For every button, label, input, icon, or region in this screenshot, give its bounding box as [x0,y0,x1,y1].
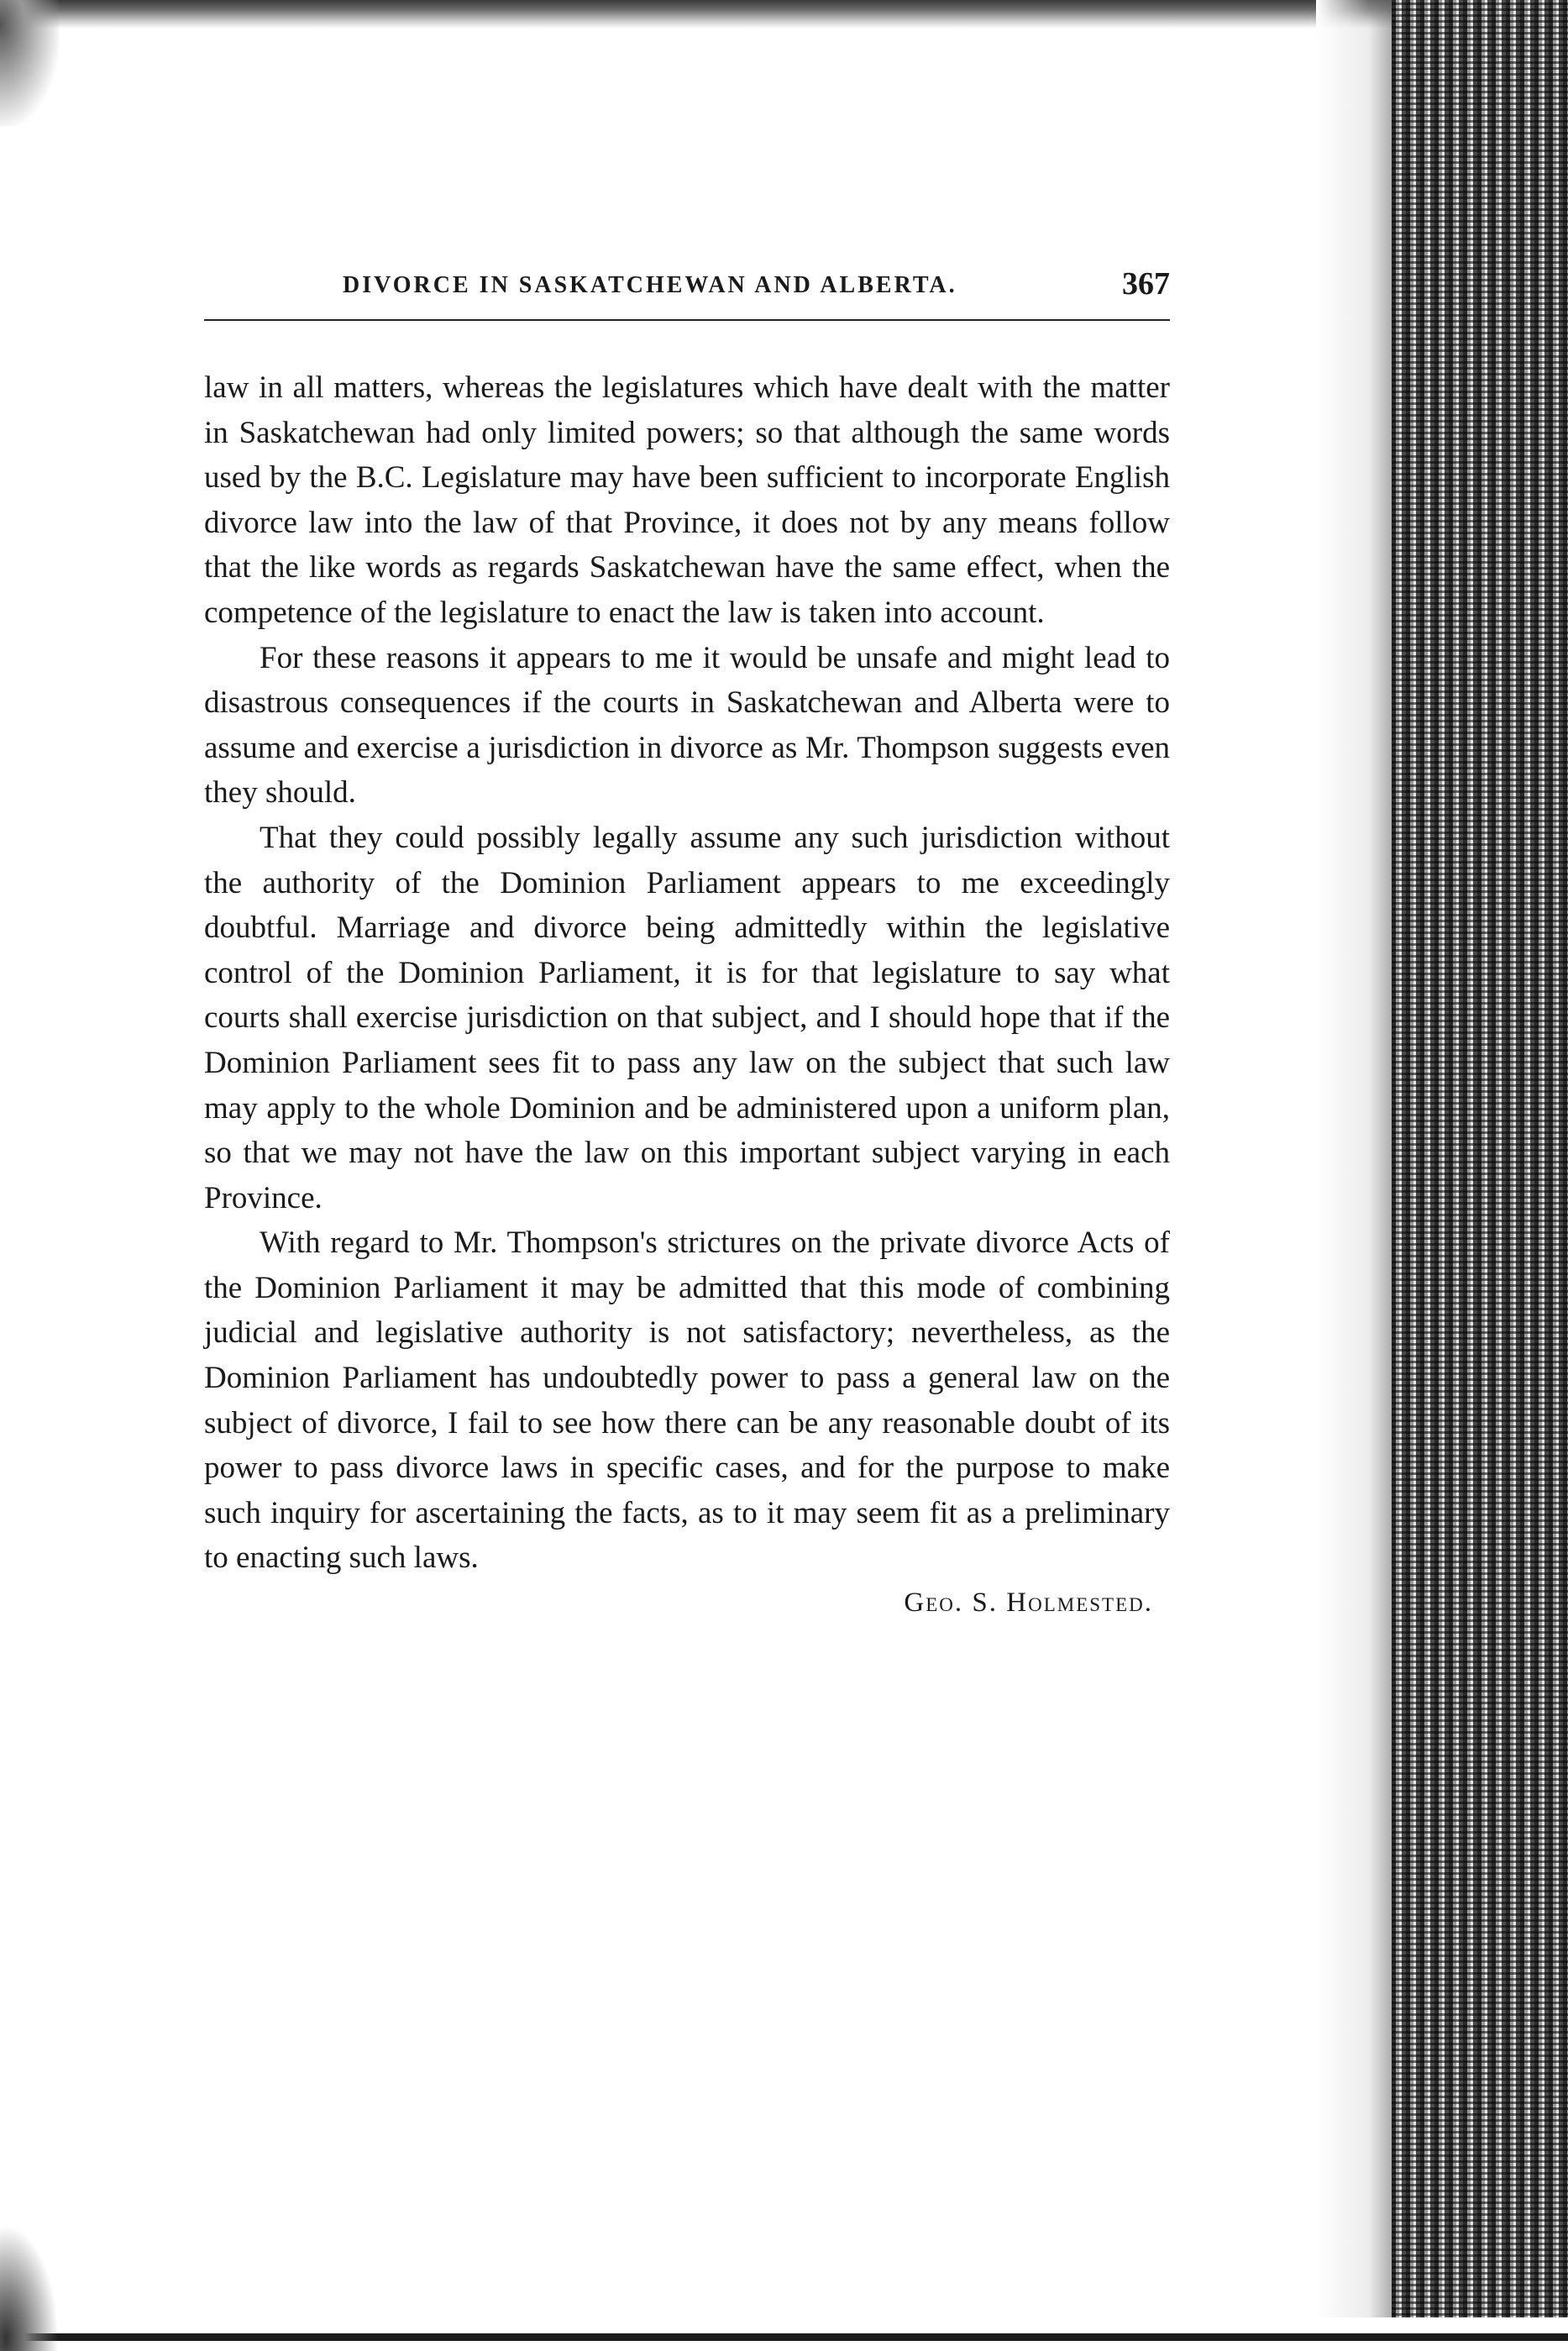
paragraph: With regard to Mr. Thompson's strictures on the private divorce Acts of the Dominion Parliament it may be admitted that this mode of combining judicial and legislative authority is not satisfactory; nevertheless, as the Dominion Parliament has undoubtedly power to pass a general law on the subject of divorce, I fail to see how there can be any reasonable doubt of its power to pass divorce laws in specific cases, and for the purpose to make such inquiry for ascertaining the facts, as to it may seem fit as a preliminary to enacting such laws. [204,1225,1170,1576]
author-signature: Geo. S. Holmested. [904,1587,1153,1619]
page-number: 367 [1122,266,1170,302]
paragraph: For these reasons it appears to me it would be unsafe and might lead to disastrous consequences if the courts in Saskatchewan and Alberta were to assume and exercise a jurisdiction in divorce as Mr. Thompson suggests even they should. [204,640,1170,811]
body-text [204,365,1170,1626]
running-head [204,260,1170,321]
scan-binding-shadow [1316,0,1392,2351]
scan-corner-blot [0,2225,59,2351]
scan-bottom-edge [0,2317,1568,2351]
running-title: DIVORCE IN SASKATCHEWAN AND ALBERTA. [343,272,957,298]
paragraph: law in all matters, whereas the legislatures which have dealt with the matter in Saskatchewan had only limited powers; so that although the same words used by the B.C. Legislature may have been sufficient to incorporate English divorce law into the law of that Province, it does not by any means follow that the like words as regards Saskatchewan have the same effect, when the competence of the legislature to enact the law is taken into account. [204,370,1170,630]
book-page [204,260,1170,1626]
scan-corner-smudge [0,0,59,126]
paragraph: That they could possibly legally assume any such jurisdiction without the authority of the Dominion Parliament appears to me exceedingly doubtful. Marriage and divorce being admittedly within the legislative control of the Dominion Parliament, it is for that legislature to say what courts shall exercise jurisdiction on that subject, and I should hope that if the Dominion Parliament sees fit to pass any law on the subject that such law may apply to the whole Dominion and be administered upon a uniform plan, so that we may not have the law on this important subject varying in each Province. [204,820,1170,1215]
scan-binding-edge [1392,0,1568,2351]
